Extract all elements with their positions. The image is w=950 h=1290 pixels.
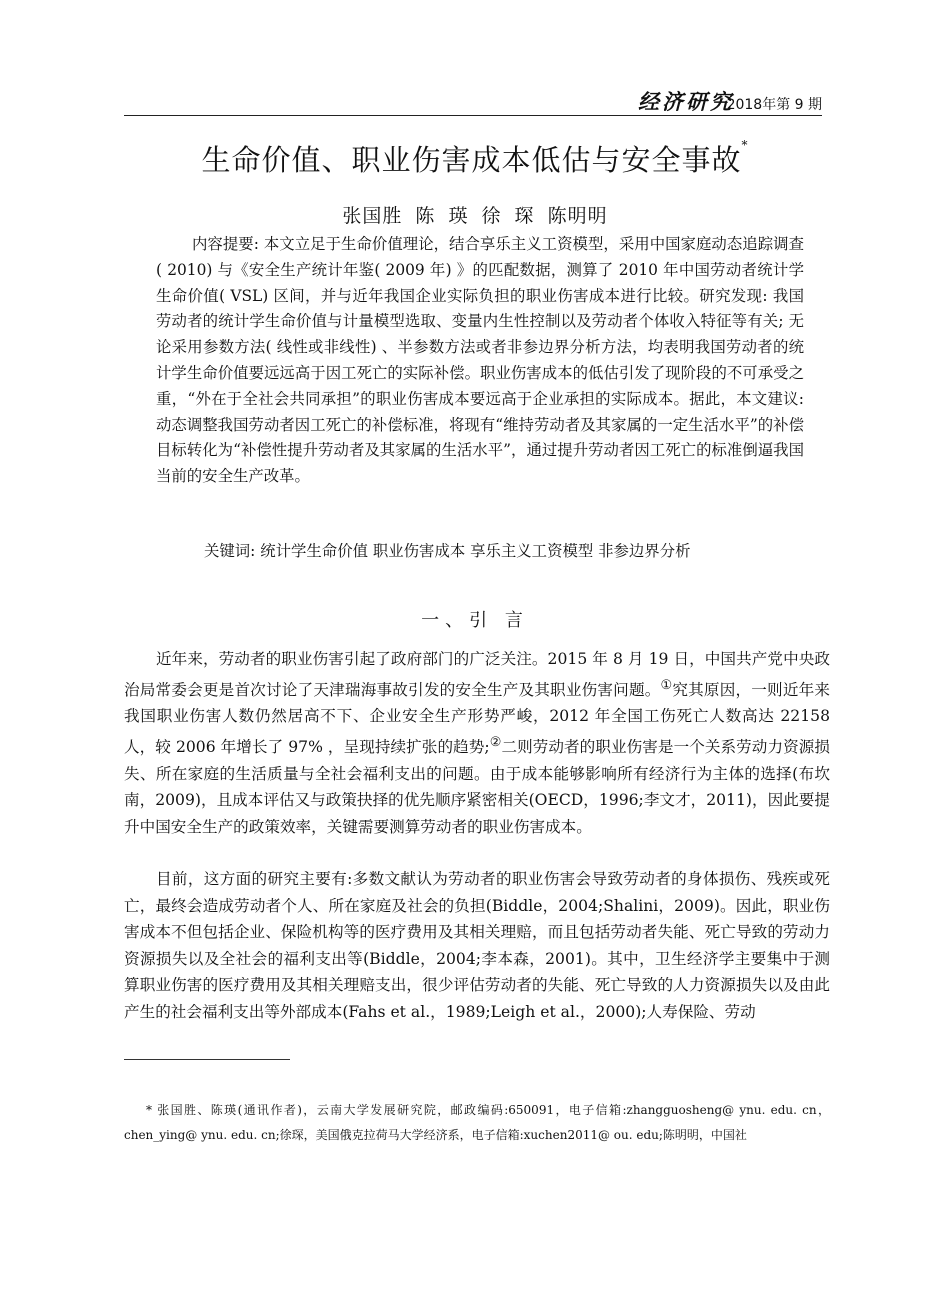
keywords: 关键词: 统计学生命价值 职业伤害成本 享乐主义工资模型 非参边界分析 xyxy=(204,542,691,560)
author-footnote: * 张国胜、陈瑛(通讯作者)，云南大学发展研究院，邮政编码:650091，电子信箱:zhangguosheng@ ynu. edu. cn，chen_ying@ ynu. edu. cn;徐琛，美国俄克拉荷马大学经济系，电子信箱:xuchen2011@ ou. edu;陈明明，中国社 xyxy=(124,1103,830,1142)
body-paragraph: 近年来，劳动者的职业伤害引起了政府部门的广泛关注。2015 年 8 月 19 日，中国共产党中央政治局常委会更是首次讨论了天津瑞海事故引发的安全生产及其职业伤害问题。①究其原因，一则近年来我国职业伤害人数仍然居高不下、企业安全生产形势严峻，2012 年全国工伤死亡人数高达 22158 人，较 2006 年增长了 97% ，呈现持续扩张的趋势;②二则劳动者的职业伤害是一个关系劳动力资源损失、所在家庭的生活质量与全社会福利支出的问题。由于成本能够影响所有经济行为主体的选择(布坎南，2009)，且成本评估又与政策抉择的优先顺序紧密相关(OECD，1996;李文才，2011)，因此要提升中国安全生产的政策效率，关键需要测算劳动者的职业伤害成本。 xyxy=(124,650,830,836)
issue-label: 2018年第 9 期 xyxy=(726,97,822,113)
section-heading: 一、引 言 xyxy=(421,610,529,631)
abstract: 内容提要: 本文立足于生命价值理论，结合享乐主义工资模型，采用中国家庭动态追踪调查( 2010) 与《安全生产统计年鉴( 2009 年) 》的匹配数据，测算了 2010 年中国劳动者统计学生命价值( VSL) 区间，并与近年我国企业实际负担的职业伤害成本进行比较。研究发现: 我国劳动者的统计学生命价值与计量模型选取、变量内生性控制以及劳动者个体收入特征等有关; 无论采用参数方法( 线性或非线性) 、半参数方法或者非参边界分析方法，均表明我国劳动者的统计学生命价值要远远高于因工死亡的实际补偿。职业伤害成本的低估引发了现阶段的不可承受之重，“外在于全社会共同承担”的职业伤害成本要远高于企业承担的实际成本。据此，本文建议: 动态调整我国劳动者因工死亡的补偿标准，将现有“维持劳动者及其家属的一定生活水平”的补偿目标转化为“补偿性提升劳动者及其家属的生活水平”，通过提升劳动者因工死亡的标准倒逼我国当前的安全生产改革。 xyxy=(156,235,804,486)
author-list: 张国胜 陈 瑛 徐 琛 陈明明 xyxy=(342,205,608,227)
footnote-ref[interactable]: ① xyxy=(660,677,673,693)
footnote-rule xyxy=(124,1059,290,1060)
footnote-ref[interactable]: ② xyxy=(489,734,502,750)
header-rule xyxy=(124,115,822,116)
paper-title: 生命价值、职业伤害成本低估与安全事故* xyxy=(201,138,749,177)
title-footnote-mark: * xyxy=(741,138,749,152)
journal-logo: 经济研究 xyxy=(638,89,734,114)
running-header xyxy=(124,89,822,114)
body-paragraph: 目前，这方面的研究主要有:多数文献认为劳动者的职业伤害会导致劳动者的身体损伤、残疾或死亡，最终会造成劳动者个人、所在家庭及社会的负担(Biddle，2004;Shalini，2009)。因此，职业伤害成本不但包括企业、保险机构等的医疗费用及其相关理赔，而且包括劳动者失能、死亡导致的劳动力资源损失以及全社会的福利支出等(Biddle，2004;李本森，2001)。其中，卫生经济学主要集中于测算职业伤害的医疗费用及其相关理赔支出，很少评估劳动者的失能、死亡导致的人力资源损失以及由此产生的社会福利支出等外部成本(Fahs et al.，1989;Leigh et al.，2000);人寿保险、劳动 xyxy=(124,870,830,1021)
